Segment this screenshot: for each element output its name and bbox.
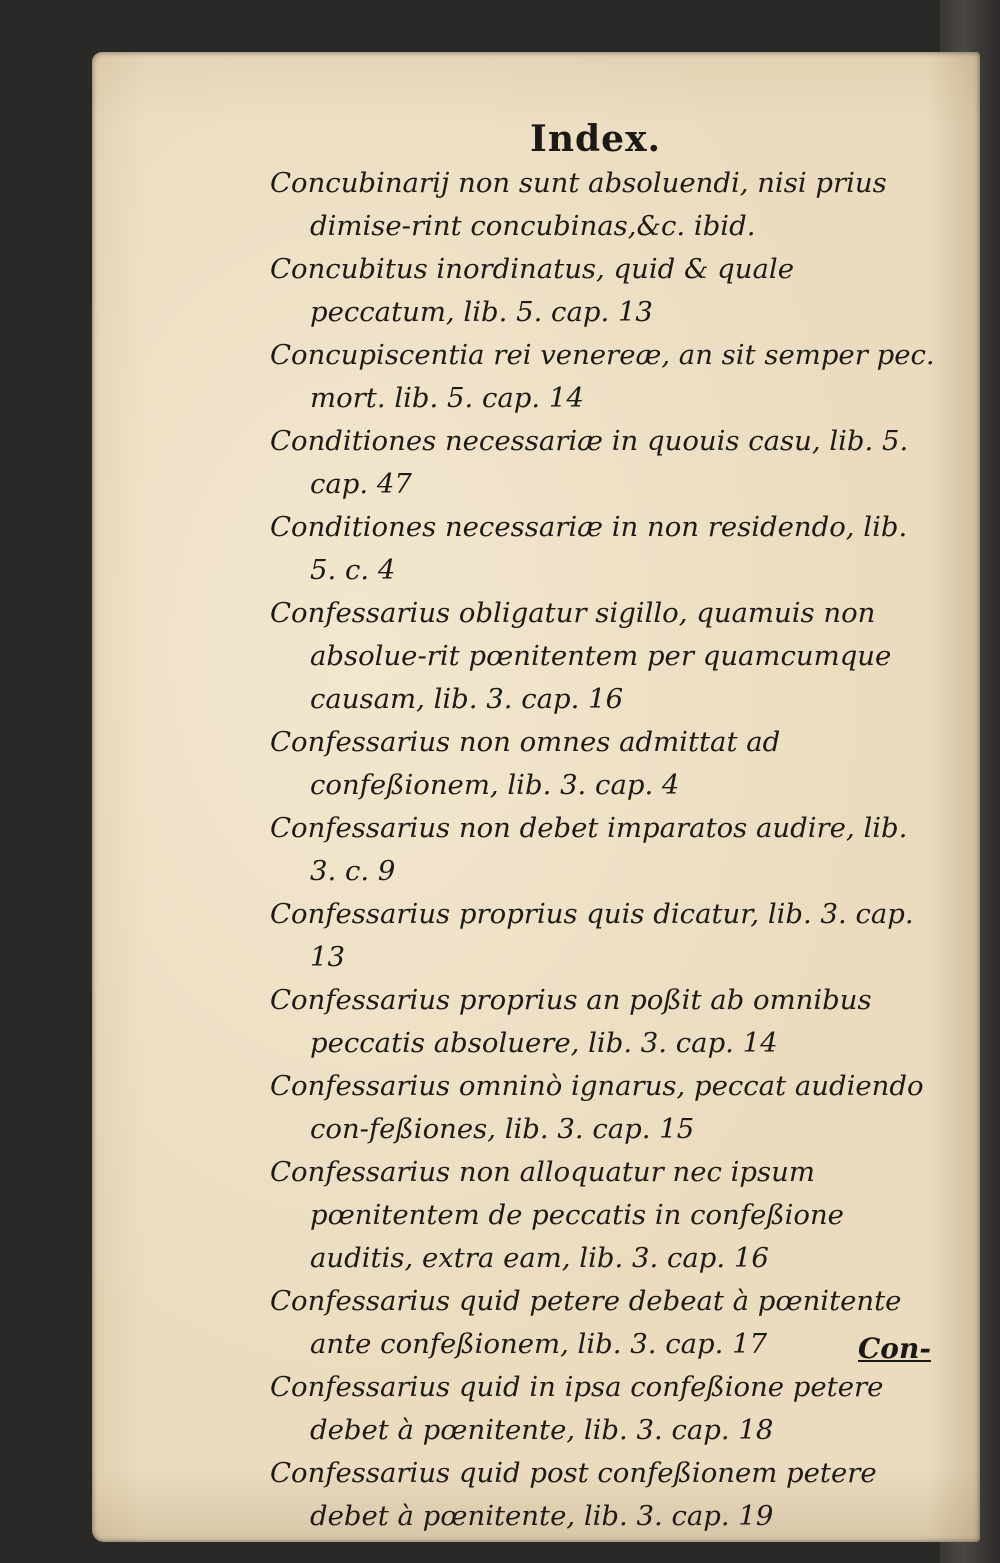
- index-entry-text: Confessarius quid petere debeat à pœnitente ante confeßionem, lib. 3. cap. 17: [270, 1285, 902, 1360]
- index-entry: [270, 1366, 940, 1452]
- index-entry: [270, 420, 940, 506]
- index-entry-list: [270, 162, 940, 1538]
- index-entry: [270, 1452, 940, 1538]
- index-entry: [270, 248, 940, 334]
- catchword: Con-: [858, 1332, 931, 1365]
- index-entry: [270, 592, 940, 721]
- index-entry-text: Confessarius omninò ignarus, peccat audiendo con-feßiones, lib. 3. cap. 15: [270, 1070, 924, 1145]
- index-entry: [270, 807, 940, 893]
- index-entry: [270, 506, 940, 592]
- index-entry-text: Concubinarij non sunt absoluendi, nisi prius dimise-rint concubinas,&c. ibid.: [270, 167, 887, 242]
- index-entry: [270, 893, 940, 979]
- index-entry-text: Confessarius obligatur sigillo, quamuis non absolue-rit pœnitentem per quamcumque causam, lib. 3. cap. 16: [270, 597, 892, 715]
- index-entry: [270, 1151, 940, 1280]
- index-entry-text: Confessarius quid post confeßionem petere debet à pœnitente, lib. 3. cap. 19: [270, 1457, 877, 1532]
- index-entry-text: Confessarius non omnes admittat ad confeßionem, lib. 3. cap. 4: [270, 726, 781, 801]
- index-entry: [270, 334, 940, 420]
- index-entry-text: Confessarius quid in ipsa confeßione petere debet à pœnitente, lib. 3. cap. 18: [270, 1371, 884, 1446]
- index-entry-text: Confessarius proprius an poßit ab omnibus peccatis absoluere, lib. 3. cap. 14: [270, 984, 872, 1059]
- index-entry: [270, 1280, 940, 1366]
- index-entry: [270, 162, 940, 248]
- index-entry-text: Conditiones necessariæ in non residendo, lib. 5. c. 4: [270, 511, 908, 586]
- running-head: Index.: [530, 118, 662, 160]
- index-entry: [270, 979, 940, 1065]
- index-entry-text: Concubitus inordinatus, quid & quale peccatum, lib. 5. cap. 13: [270, 253, 794, 328]
- index-entry-text: Confessarius non alloquatur nec ipsum pœnitentem de peccatis in confeßione auditis, extra eam, lib. 3. cap. 16: [270, 1156, 844, 1274]
- index-entry-text: Confessarius proprius quis dicatur, lib. 3. cap. 13: [270, 898, 914, 973]
- index-entry-text: Confessarius non debet imparatos audire, lib. 3. c. 9: [270, 812, 908, 887]
- index-entry-text: Concupiscentia rei venereæ, an sit semper pec. mort. lib. 5. cap. 14: [270, 339, 935, 414]
- index-entry-text: Conditiones necessariæ in quouis casu, lib. 5. cap. 47: [270, 425, 909, 500]
- index-entry: [270, 721, 940, 807]
- index-entry: [270, 1065, 940, 1151]
